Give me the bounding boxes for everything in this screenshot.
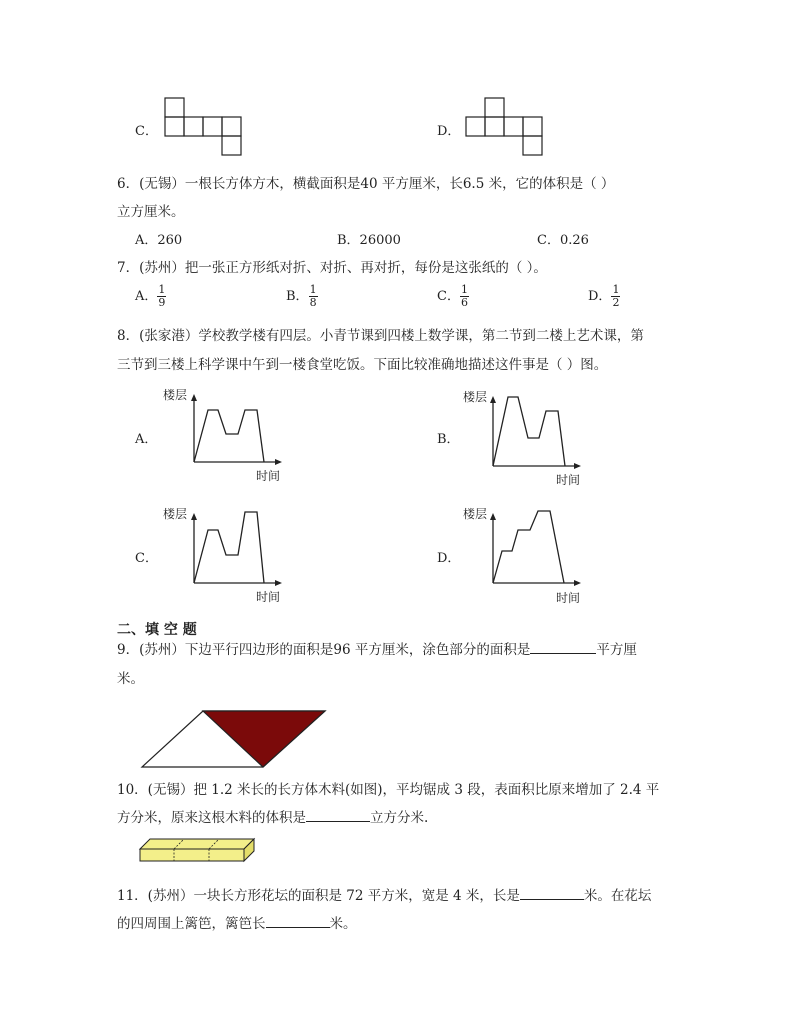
- floor-time-graph-d: [460, 503, 600, 608]
- x-axis-label: 时间: [256, 469, 281, 483]
- q8-text-line2: 三节到三楼上科学课中午到一楼食堂吃饭。下面比较准确地描述这件事是（ ）图。: [117, 357, 608, 373]
- svg-text:楼层: 楼层: [463, 507, 488, 521]
- floor-time-graph-c: [160, 503, 300, 606]
- q8-text-line1: 8．(张家港）学校教学楼有四层。小青节课到四楼上数学课，第二节到二楼上艺术课，第: [117, 328, 644, 344]
- q6-text-line1: 6．(无锡）一根长方体方木，横截面积是40 平方厘米，长6.5 米，它的体积是（ ）: [117, 176, 615, 192]
- q7-option-b: B． $\frac{1}{8}$: [286, 283, 317, 309]
- parallelogram-figure: [140, 709, 330, 769]
- q9-text-line2: 米。: [117, 671, 144, 687]
- svg-text:楼层: 楼层: [463, 390, 488, 404]
- svg-text:时间: 时间: [556, 473, 581, 487]
- floor-time-graph-b: [460, 384, 600, 489]
- q7-option-c: C． $\frac{1}{6}$: [437, 283, 468, 309]
- q7-text: 7．(苏州）把一张正方形纸对折、对折、再对折，每份是这张纸的（ ）。: [117, 260, 547, 276]
- q6-option-a: A．260: [135, 233, 183, 248]
- q7-option-a: A． $\frac{1}{9}$: [135, 283, 166, 309]
- q6-option-c: C．0.26: [537, 233, 589, 248]
- svg-text:楼层: 楼层: [163, 507, 188, 521]
- q9-answer-blank[interactable]: [530, 639, 596, 654]
- wood-block-figure: [138, 837, 258, 864]
- q11-answer-blank-length[interactable]: [520, 885, 584, 900]
- cube-net-c: [164, 97, 246, 159]
- q11-answer-blank-fence[interactable]: [266, 913, 330, 928]
- q7-option-d: D． $\frac{1}{2}$: [588, 283, 620, 309]
- section-title-fill-in: 二、填 空 题: [117, 622, 197, 638]
- option-d-label: D．: [437, 124, 461, 139]
- cube-net-d: [465, 97, 547, 159]
- svg-text:时间: 时间: [256, 590, 281, 604]
- q6-text-line2: 立方厘米。: [117, 204, 185, 220]
- q11-text-line2: 的四周围上篱笆，篱笆长 米。: [117, 912, 357, 932]
- q10-text-line1: 10．(无锡）把 1.2 米长的长方体木料(如图)，平均锯成 3 段，表面积比原来增加了 2.4 平: [117, 782, 660, 798]
- q11-text-line1: 11．(苏州）一块长方形花坛的面积是 72 平方米，宽是 4 米，长是 米。在花坛: [117, 884, 651, 904]
- q8-option-b-label: B．: [437, 432, 460, 447]
- q8-option-c-label: C．: [135, 551, 158, 566]
- q10-answer-blank[interactable]: [306, 807, 370, 822]
- svg-text:时间: 时间: [556, 591, 581, 605]
- q8-option-d-label: D．: [437, 551, 461, 566]
- y-axis-label: 楼层: [163, 388, 188, 402]
- option-c-label: C．: [135, 124, 158, 139]
- floor-time-graph-a: [160, 384, 300, 484]
- q6-option-b: B．26000: [337, 233, 401, 248]
- q8-option-a-label: A．: [135, 432, 158, 447]
- q10-text-line2: 方分米，原来这根木料的体积是 立方分米.: [117, 806, 428, 826]
- q9-text-line1: 9．(苏州）下边平行四边形的面积是96 平方厘米，涂色部分的面积是 平方厘: [117, 638, 637, 658]
